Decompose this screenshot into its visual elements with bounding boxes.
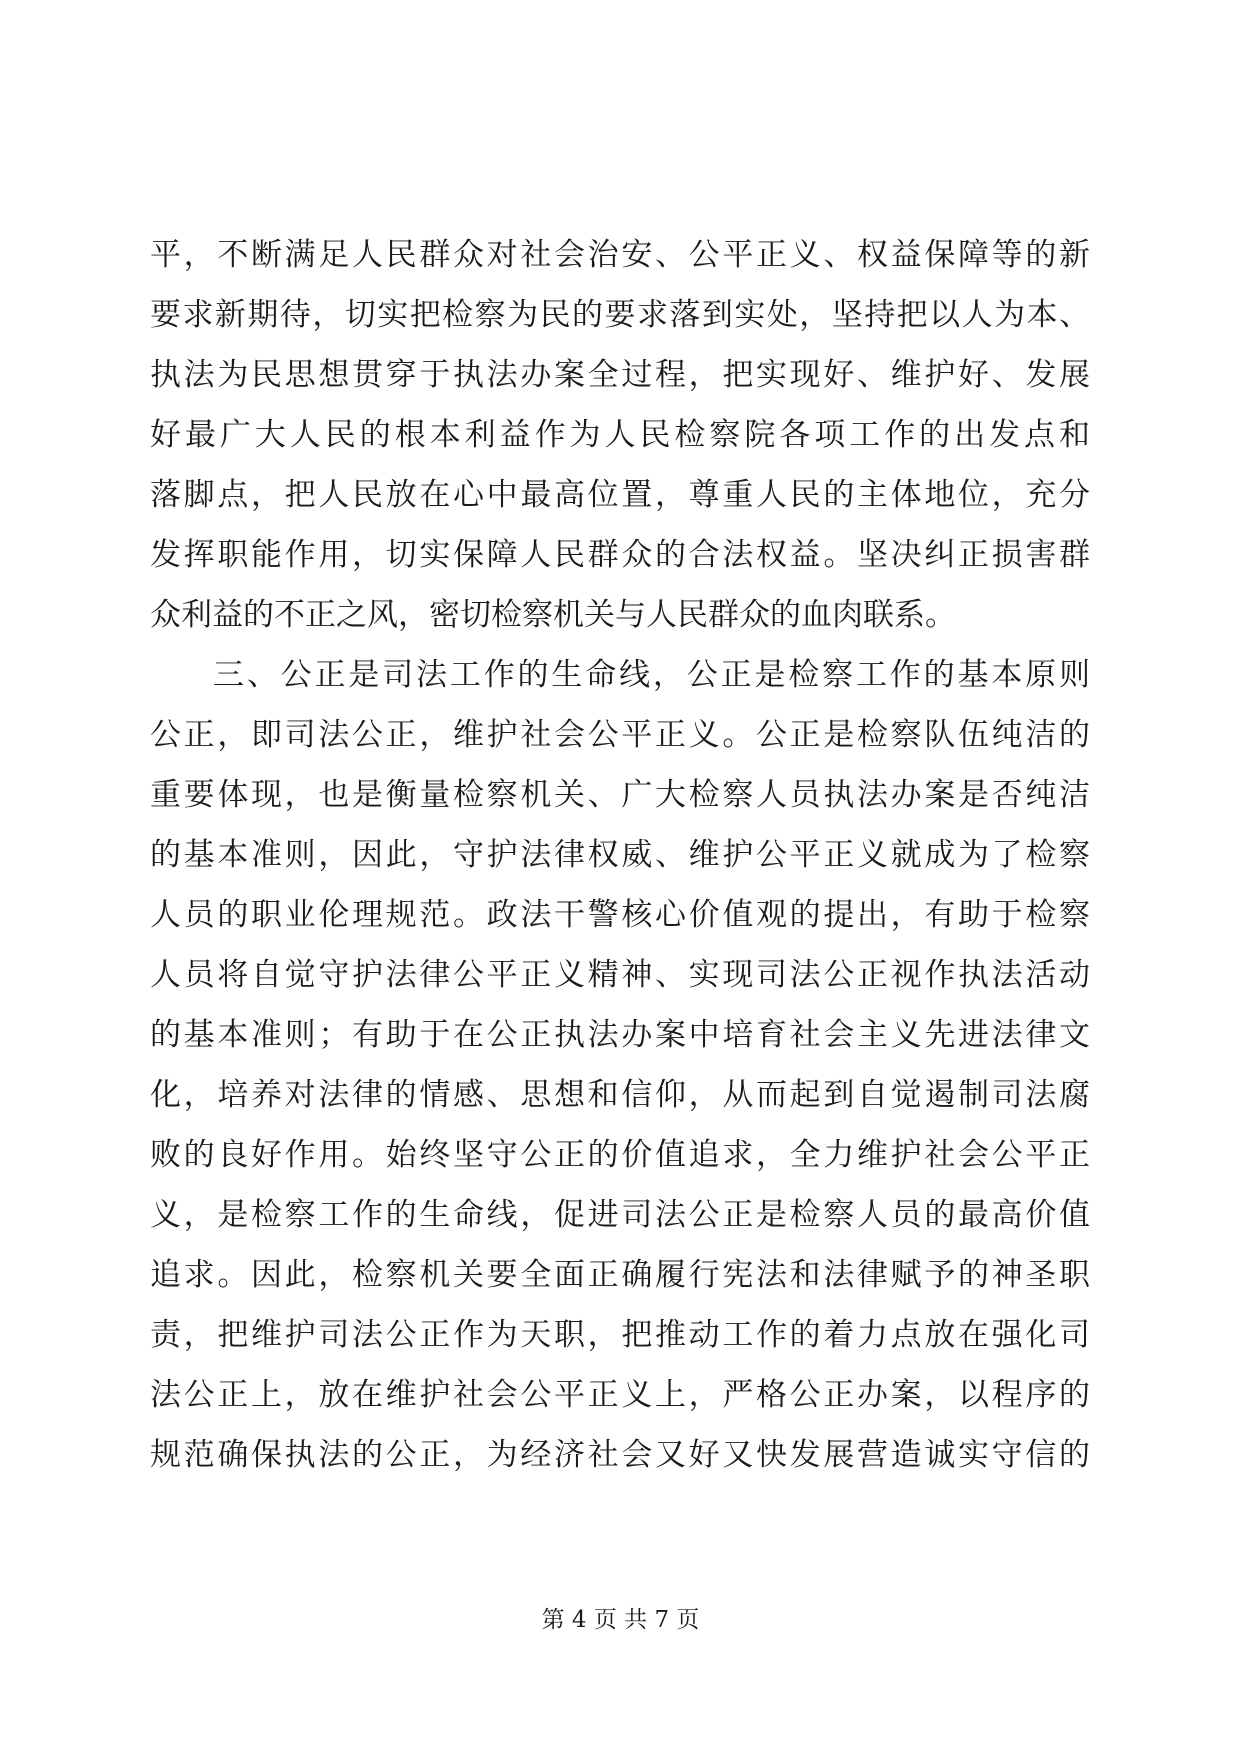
text-line: 责，把维护司法公正作为天职，把推动工作的着力点放在强化司 (150, 1317, 1090, 1353)
text-line: 公正，即司法公正，维护社会公平正义。公正是检察队伍纯洁的 (150, 717, 1090, 753)
text-line: 重要体现，也是衡量检察机关、广大检察人员执法办案是否纯洁 (150, 777, 1090, 813)
text-line: 规范确保执法的公正，为经济社会又好又快发展营造诚实守信的 (150, 1437, 1090, 1473)
text-line: 要求新期待，切实把检察为民的要求落到实处，坚持把以人为本、 (150, 297, 1090, 333)
text-line: 化，培养对法律的情感、思想和信仰，从而起到自觉遏制司法腐 (150, 1077, 1090, 1113)
body-text (150, 225, 1090, 1485)
text-line: 落脚点，把人民放在心中最高位置，尊重人民的主体地位，充分 (150, 477, 1090, 513)
text-line: 法公正上，放在维护社会公平正义上，严格公正办案，以程序的 (150, 1377, 1090, 1413)
text-line: 追求。因此，检察机关要全面正确履行宪法和法律赋予的神圣职 (150, 1257, 1090, 1293)
text-line: 发挥职能作用，切实保障人民群众的合法权益。坚决纠正损害群 (150, 537, 1090, 573)
text-line: 义，是检察工作的生命线，促进司法公正是检察人员的最高价值 (150, 1197, 1090, 1233)
text-line: 众利益的不正之风，密切检察机关与人民群众的血肉联系。 (150, 597, 956, 633)
text-line: 执法为民思想贯穿于执法办案全过程，把实现好、维护好、发展 (150, 357, 1090, 393)
section-heading-line: 三、公正是司法工作的生命线，公正是检察工作的基本原则 (213, 657, 1090, 693)
text-line: 的基本准则；有助于在公正执法办案中培育社会主义先进法律文 (150, 1017, 1090, 1053)
text-line: 人员的职业伦理规范。政法干警核心价值观的提出，有助于检察 (150, 897, 1090, 933)
page-number: 第 4 页 共 7 页 (541, 1607, 700, 1633)
text-line: 的基本准则，因此，守护法律权威、维护公平正义就成为了检察 (150, 837, 1090, 873)
text-line: 好最广大人民的根本利益作为人民检察院各项工作的出发点和 (150, 417, 1090, 453)
text-line: 人员将自觉守护法律公平正义精神、实现司法公正视作执法活动 (150, 957, 1090, 993)
text-line: 败的良好作用。始终坚守公正的价值追求，全力维护社会公平正 (150, 1137, 1090, 1173)
text-line: 平，不断满足人民群众对社会治安、公平正义、权益保障等的新 (150, 237, 1090, 273)
page-footer (0, 1605, 1241, 1635)
